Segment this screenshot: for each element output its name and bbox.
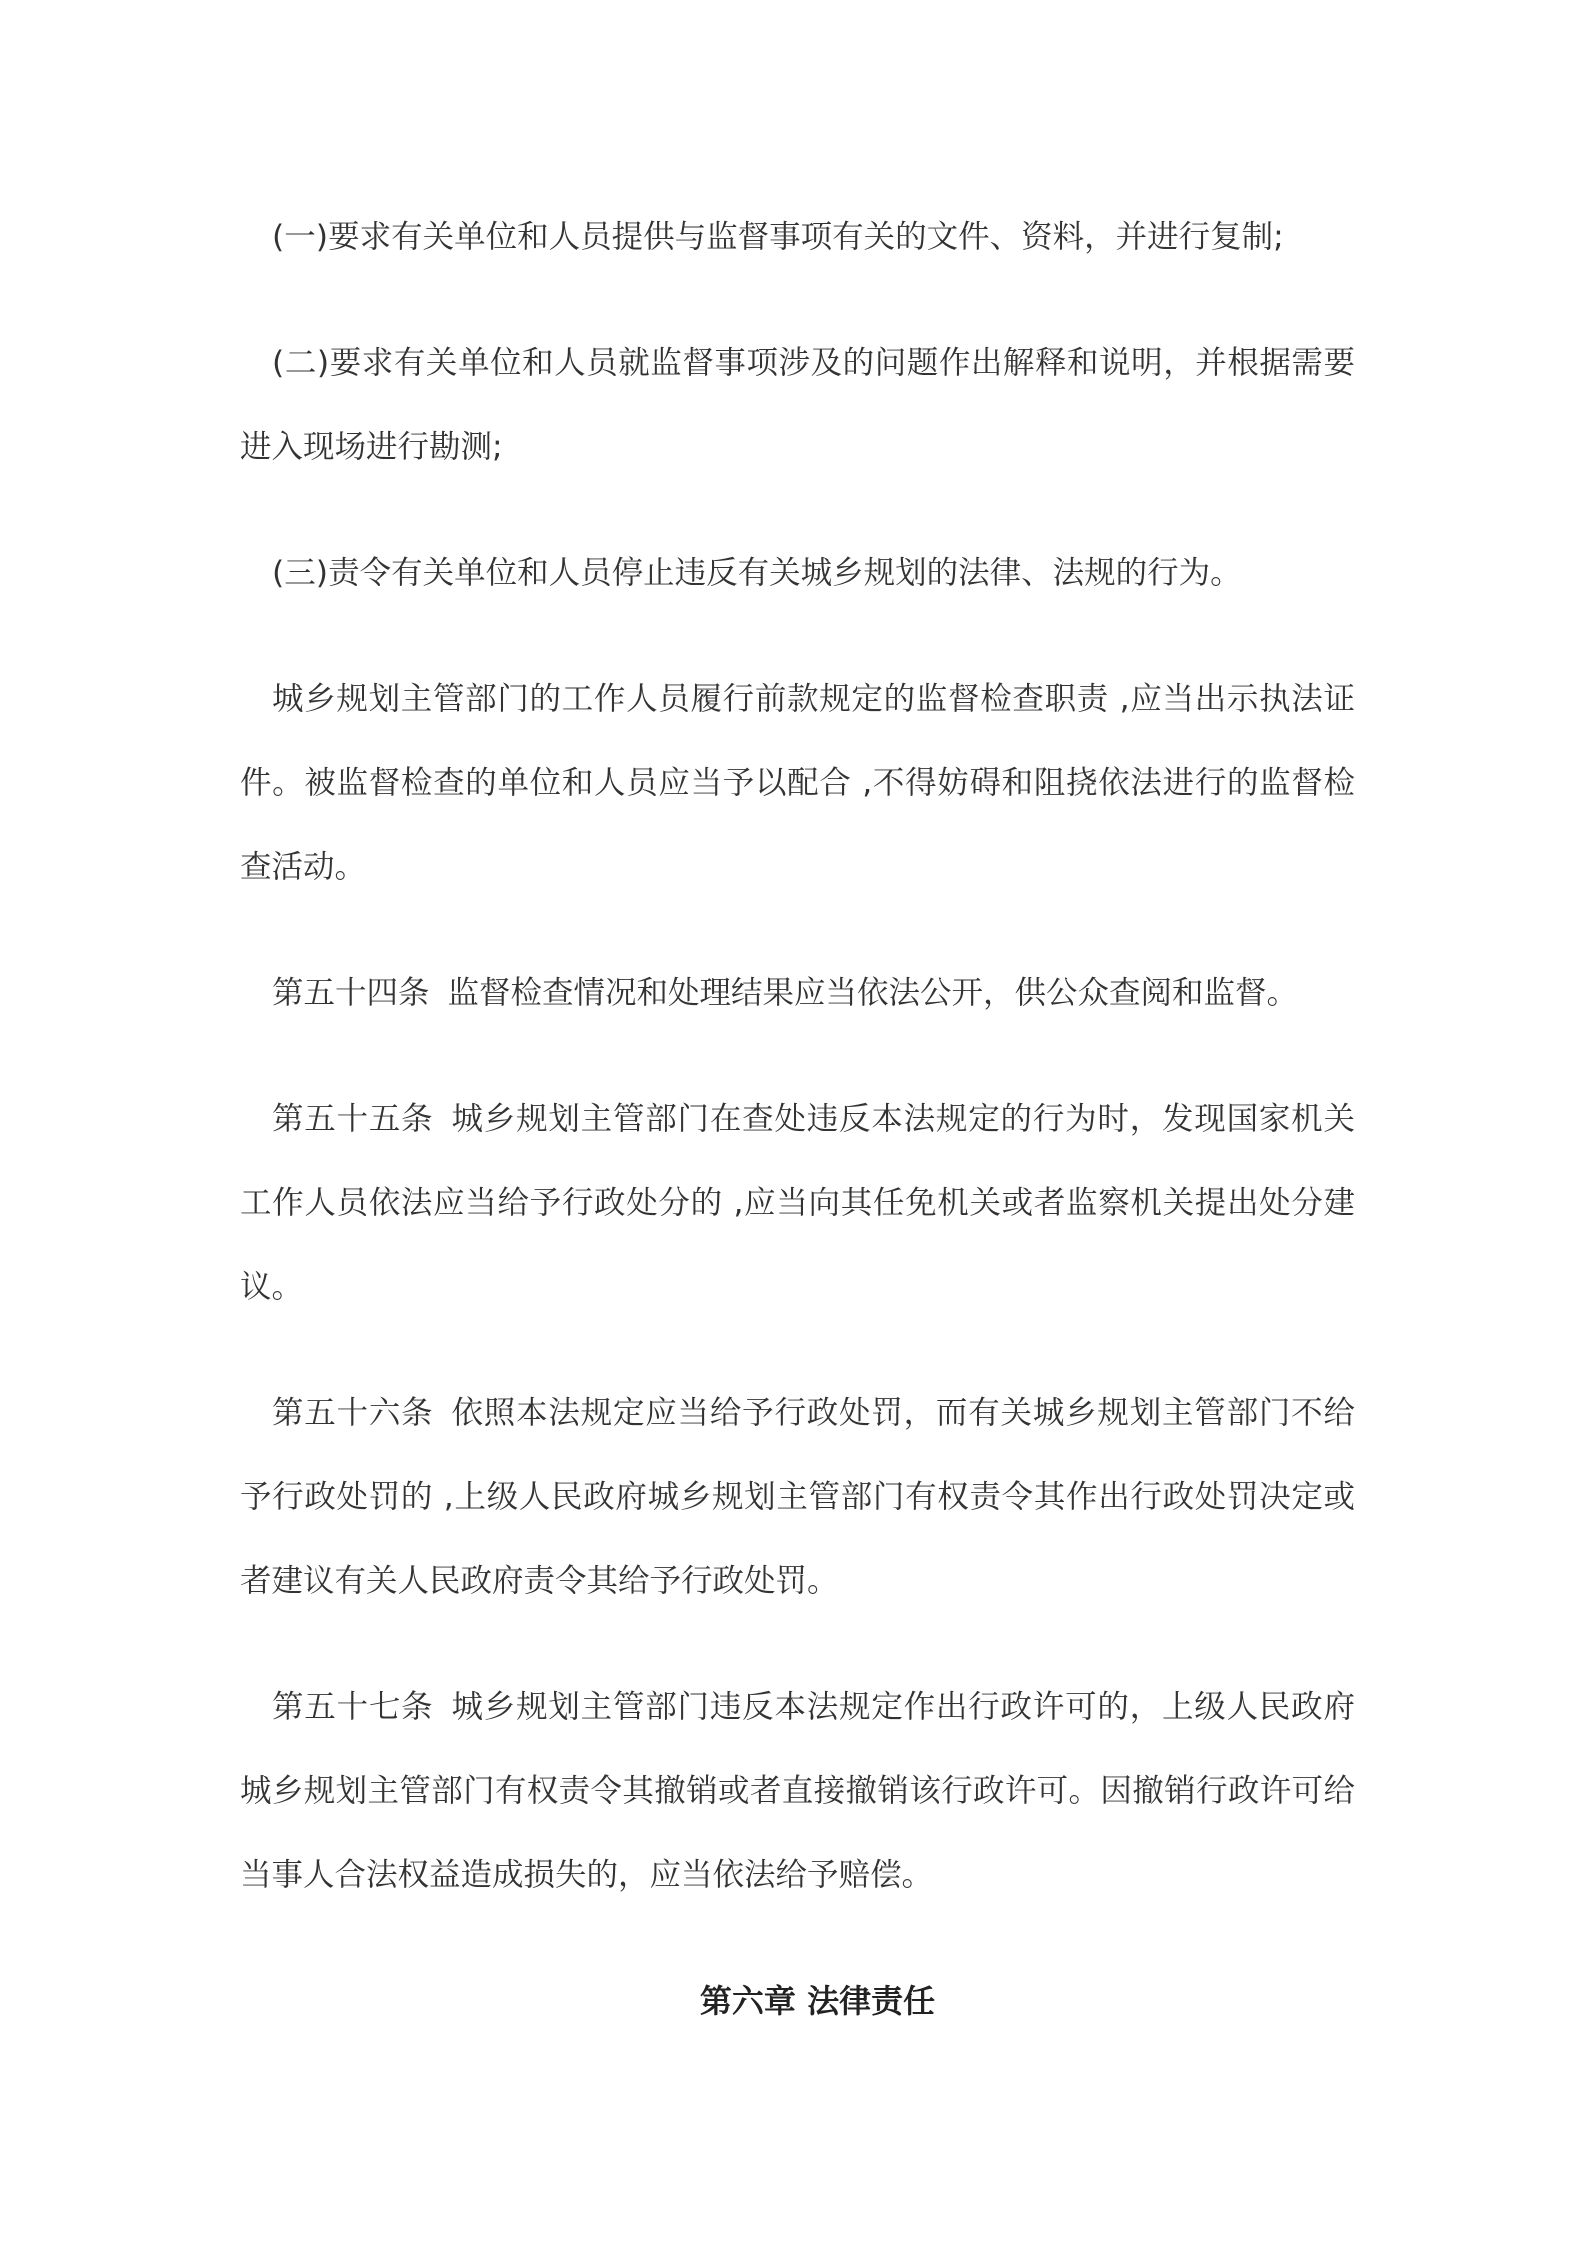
paragraph-text: 城乡规划主管部门的工作人员履行前款规定的监督检查职责 ,应当出示执法证件。被监督检查的单位和人员应当予以配合 ,不得妨碍和阻挠依法进行的监督检查活动。 [240, 681, 1355, 885]
chapter-heading: 第六章 法律责任 [699, 1982, 936, 2020]
paragraph-text: (三)责令有关单位和人员停止违反有关城乡规划的法律、法规的行为。 [272, 555, 1242, 591]
paragraph-text: (二)要求有关单位和人员就监督事项涉及的问题作出解释和说明，并根据需要进入现场进行勘测; [240, 345, 1355, 465]
article-number: 第五十七条 [272, 1689, 434, 1725]
article-number: 第五十六条 [272, 1395, 434, 1431]
article-number: 第五十四条 [272, 975, 430, 1011]
article-text: 城乡规划主管部门在查处违反本法规定的行为时，发现国家机关工作人员依法应当给予行政处分的 ,应当向其任免机关或者监察机关提出处分建议。 [240, 1101, 1355, 1305]
paragraph-text: (一)要求有关单位和人员提供与监督事项有关的文件、资料，并进行复制; [272, 219, 1284, 255]
article-57 [240, 1665, 1355, 1917]
paragraph-item-1 [240, 195, 1355, 279]
paragraph-officials [240, 657, 1355, 909]
article-text: 城乡规划主管部门违反本法规定作出行政许可的，上级人民政府城乡规划主管部门有权责令其撤销或者直接撤销该行政许可。因撤销行政许可给当事人合法权益造成损失的，应当依法给予赔偿。 [240, 1689, 1355, 1893]
article-54 [240, 951, 1355, 1035]
paragraph-item-3 [240, 531, 1355, 615]
article-55 [240, 1077, 1355, 1329]
article-number: 第五十五条 [272, 1101, 434, 1137]
article-text: 监督检查情况和处理结果应当依法公开，供公众查阅和监督。 [447, 975, 1299, 1011]
article-56 [240, 1371, 1355, 1623]
article-text: 依照本法规定应当给予行政处罚，而有关城乡规划主管部门不给予行政处罚的 ,上级人民政府城乡规划主管部门有权责令其作出行政处罚决定或者建议有关人民政府责令其给予行政处罚。 [240, 1395, 1355, 1599]
paragraph-item-2 [240, 321, 1355, 489]
document-page [240, 195, 1355, 2043]
